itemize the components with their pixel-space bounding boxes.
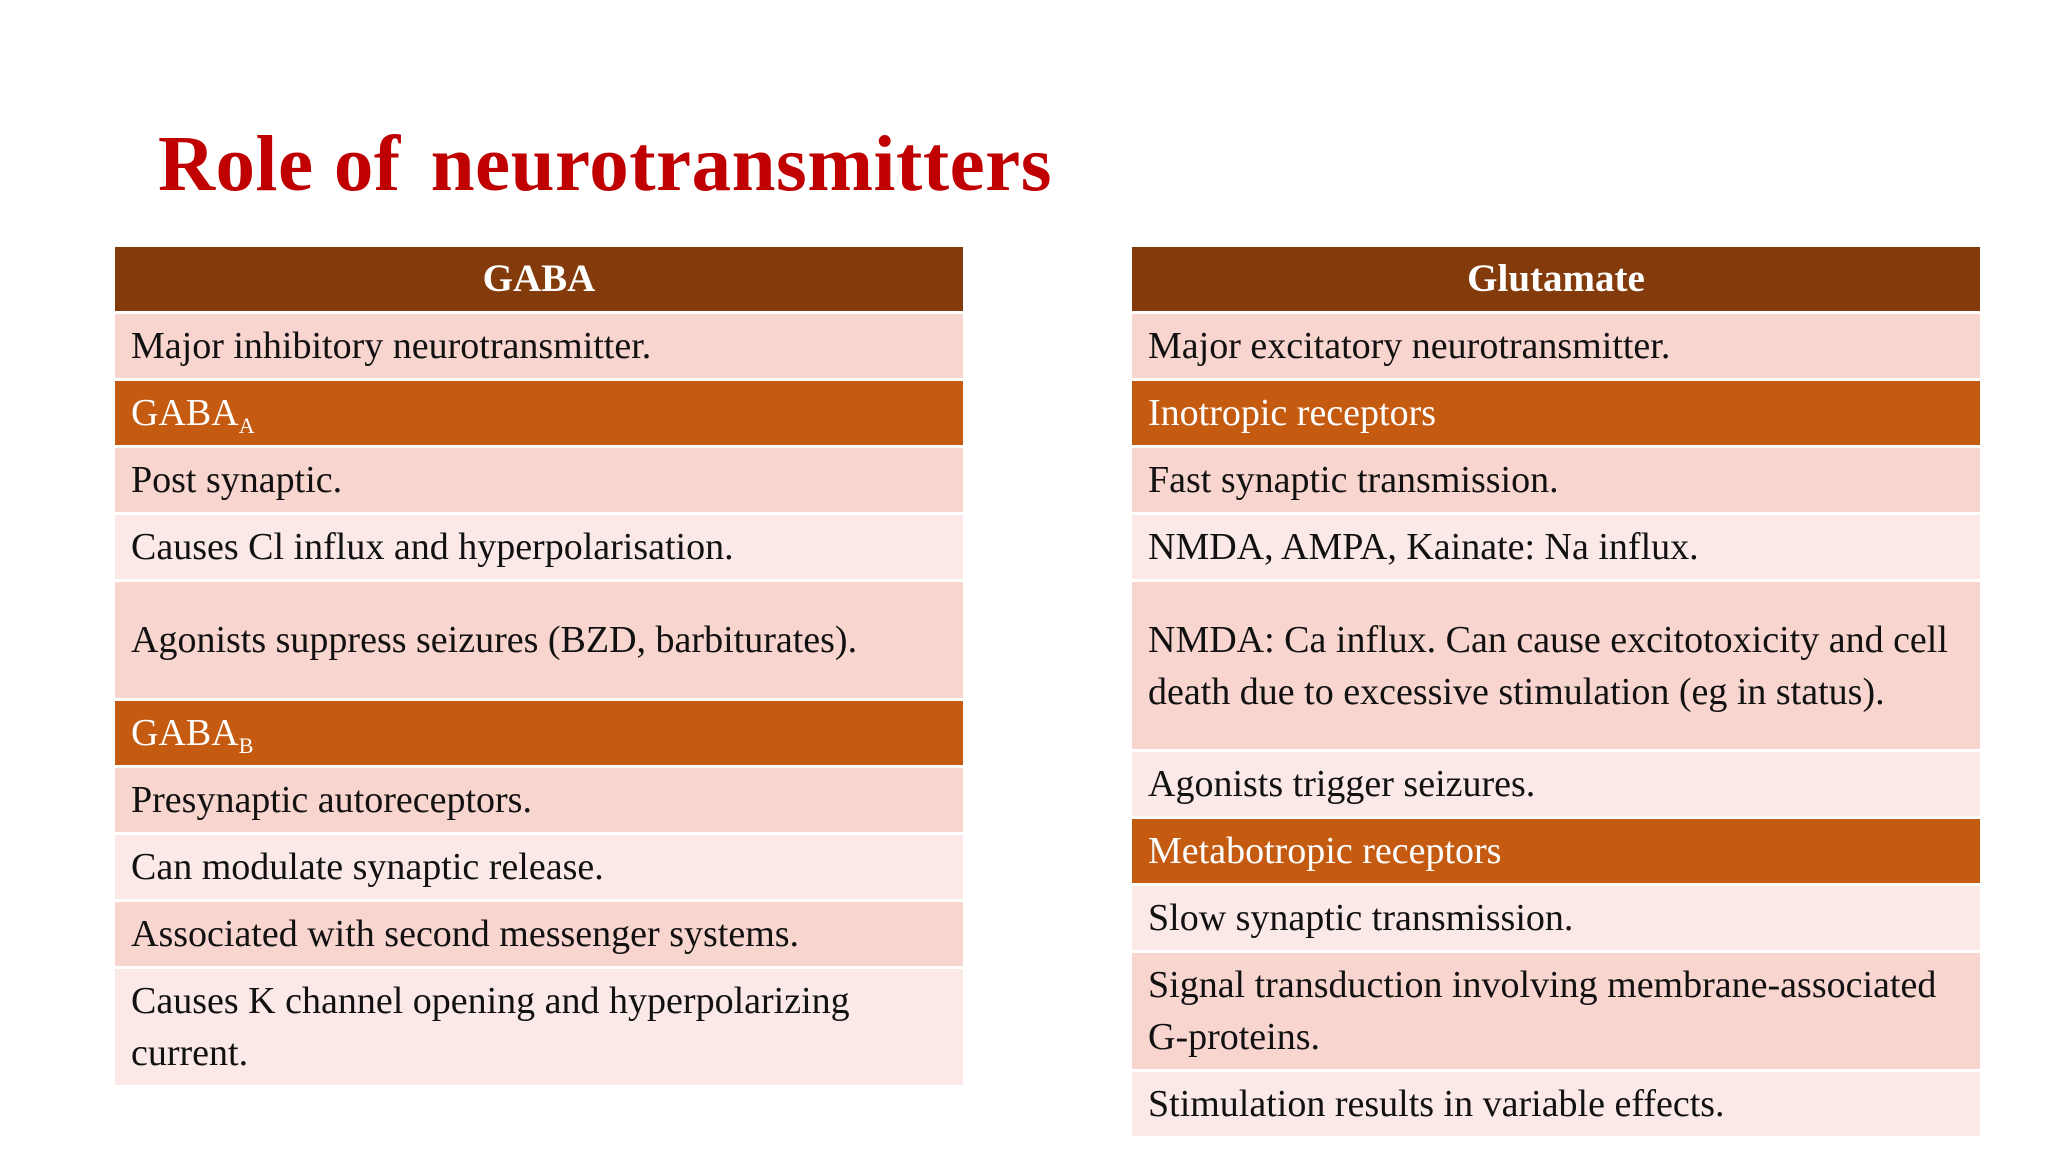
gaba-a-label: GABA bbox=[131, 392, 239, 434]
glutamate-row-agonists: Agonists trigger seizures. bbox=[1132, 752, 1980, 819]
gaba-header: GABA bbox=[115, 247, 963, 314]
slide-title bbox=[158, 122, 1052, 209]
gaba-row-cl-influx: Causes Cl influx and hyperpolarisation. bbox=[115, 515, 963, 582]
gaba-a-subscript: A bbox=[238, 413, 255, 438]
gaba-row-second-messenger: Associated with second messenger systems. bbox=[115, 902, 963, 969]
gaba-b-subscript: B bbox=[238, 733, 254, 758]
glutamate-row-signal: Signal transduction involving membrane-associated G-proteins. bbox=[1132, 953, 1980, 1072]
metabotropic-subheader: Metabotropic receptors bbox=[1132, 819, 1980, 886]
gaba-row-postsynaptic: Post synaptic. bbox=[115, 448, 963, 515]
gaba-row-k-channel: Causes K channel opening and hyperpolarizing current. bbox=[115, 969, 963, 1088]
glutamate-row-fast: Fast synaptic transmission. bbox=[1132, 448, 1980, 515]
glutamate-table bbox=[1132, 247, 1980, 1139]
inotropic-subheader: Inotropic receptors bbox=[1132, 381, 1980, 448]
gaba-a-subheader bbox=[115, 381, 963, 448]
gaba-table bbox=[115, 247, 963, 1088]
glutamate-row-slow: Slow synaptic transmission. bbox=[1132, 886, 1980, 953]
glutamate-row-major: Major excitatory neurotransmitter. bbox=[1132, 314, 1980, 381]
glutamate-row-ca-influx: NMDA: Ca influx. Can cause excitotoxicity and cell death due to excessive stimulation (eg in status). bbox=[1132, 582, 1980, 752]
gaba-b-label: GABA bbox=[131, 712, 239, 754]
gaba-b-subheader bbox=[115, 701, 963, 768]
gaba-row-presynaptic: Presynaptic autoreceptors. bbox=[115, 768, 963, 835]
gaba-row-modulate: Can modulate synaptic release. bbox=[115, 835, 963, 902]
glutamate-row-variable: Stimulation results in variable effects. bbox=[1132, 1072, 1980, 1139]
gaba-row-major: Major inhibitory neurotransmitter. bbox=[115, 314, 963, 381]
glutamate-row-na-influx: NMDA, AMPA, Kainate: Na influx. bbox=[1132, 515, 1980, 582]
title-part-1: Role of bbox=[158, 121, 401, 208]
title-part-2: neurotransmitters bbox=[430, 121, 1052, 208]
glutamate-header: Glutamate bbox=[1132, 247, 1980, 314]
gaba-row-agonists: Agonists suppress seizures (BZD, barbiturates). bbox=[115, 582, 963, 701]
